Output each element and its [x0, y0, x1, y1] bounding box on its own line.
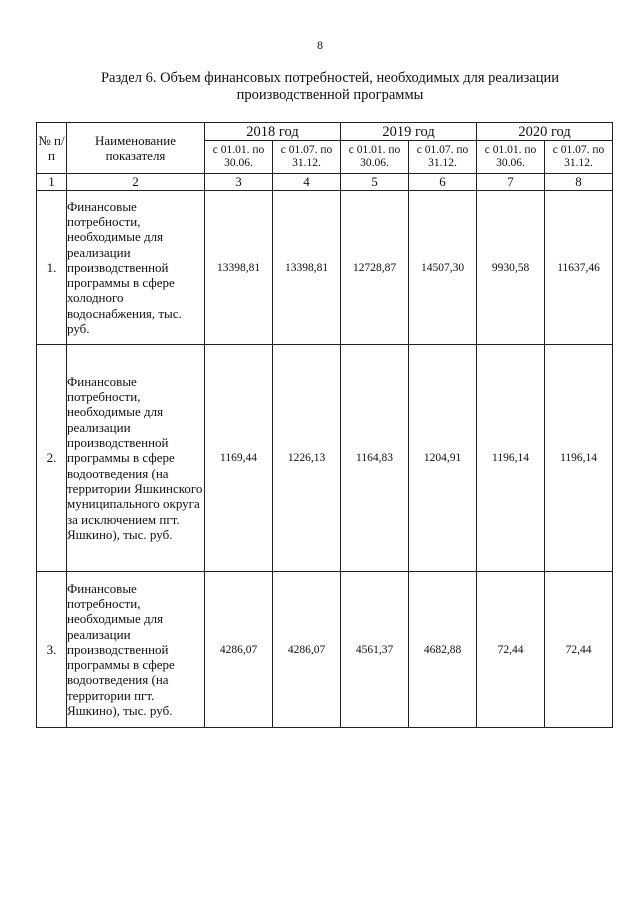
column-index: 3 [205, 174, 273, 191]
header-year-2020: 2020 год [477, 123, 613, 141]
value-cell: 1204,91 [409, 345, 477, 572]
row-number: 1. [37, 191, 67, 345]
table-row [37, 345, 613, 572]
indicator-name: Финансовые потребности, необходимые для реализации производственной программы в сфере холодного водоснабжения, тыс. руб. [67, 191, 205, 345]
header-period: с 01.07. по 31.12. [545, 141, 613, 174]
value-cell: 4286,07 [205, 572, 273, 728]
table-row [37, 191, 613, 345]
value-cell: 1164,83 [341, 345, 409, 572]
column-index: 8 [545, 174, 613, 191]
column-index: 4 [273, 174, 341, 191]
column-index: 1 [37, 174, 67, 191]
value-cell: 72,44 [545, 572, 613, 728]
header-period: с 01.01. по 30.06. [477, 141, 545, 174]
column-index: 5 [341, 174, 409, 191]
value-cell: 1169,44 [205, 345, 273, 572]
row-number: 3. [37, 572, 67, 728]
value-cell: 14507,30 [409, 191, 477, 345]
header-period: с 01.07. по 31.12. [273, 141, 341, 174]
table-row [37, 572, 613, 728]
value-cell: 1196,14 [477, 345, 545, 572]
column-index: 2 [67, 174, 205, 191]
financial-needs-table [36, 122, 613, 728]
value-cell: 4682,88 [409, 572, 477, 728]
value-cell: 1196,14 [545, 345, 613, 572]
indicator-name: Финансовые потребности, необходимые для реализации производственной программы в сфере водоотведения (на территории Яшкинского муниципального округа за исключением пгт. Яшкино), тыс. руб. [67, 345, 205, 572]
value-cell: 13398,81 [273, 191, 341, 345]
section-title [60, 70, 600, 104]
value-cell: 4561,37 [341, 572, 409, 728]
section-title-line-2: производственной программы [236, 87, 424, 103]
value-cell: 1226,13 [273, 345, 341, 572]
header-indicator-name: Наименование показателя [67, 123, 205, 174]
value-cell: 13398,81 [205, 191, 273, 345]
row-number: 2. [37, 345, 67, 572]
value-cell: 9930,58 [477, 191, 545, 345]
header-year-2019: 2019 год [341, 123, 477, 141]
column-index: 6 [409, 174, 477, 191]
value-cell: 4286,07 [273, 572, 341, 728]
header-year-2018: 2018 год [205, 123, 341, 141]
value-cell: 11637,46 [545, 191, 613, 345]
header-period: с 01.01. по 30.06. [341, 141, 409, 174]
section-title-line-1: Раздел 6. Объем финансовых потребностей, необходимых для реализации [100, 70, 560, 86]
header-period: с 01.07. по 31.12. [409, 141, 477, 174]
value-cell: 72,44 [477, 572, 545, 728]
value-cell: 12728,87 [341, 191, 409, 345]
indicator-name: Финансовые потребности, необходимые для реализации производственной программы в сфере водоотведения (на территории пгт. Яшкино), тыс. руб. [67, 572, 205, 728]
page-number: 8 [317, 38, 323, 52]
header-row-number: № п/п [37, 123, 67, 174]
column-index: 7 [477, 174, 545, 191]
header-period: с 01.01. по 30.06. [205, 141, 273, 174]
